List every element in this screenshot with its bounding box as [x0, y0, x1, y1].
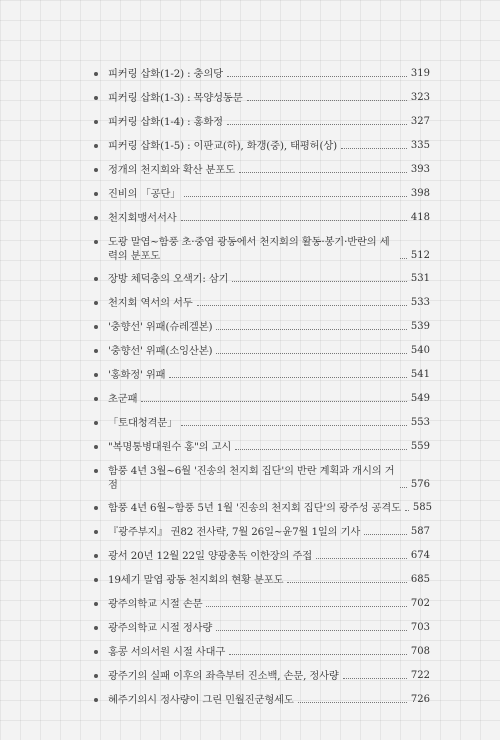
toc-entry[interactable] [94, 621, 430, 635]
toc-entry-title: 19세기 말엽 광동 천지회의 현황 분포도 [108, 574, 284, 586]
toc-entry[interactable] [94, 440, 430, 454]
toc-entry[interactable] [94, 368, 430, 382]
toc-entry-title: 피커링 삽화(1-2) : 충의당 [108, 68, 223, 80]
toc-entry-title: 광서 20년 12월 22일 양광총독 이한장의 주접 [108, 550, 313, 562]
toc-page-number: 702 [410, 598, 430, 609]
toc-entry[interactable] [94, 296, 430, 310]
bullet-icon [94, 120, 98, 124]
toc-entry-title: 함풍 4년 3월~6월 '진송의 천지회 집단'의 반란 계획과 개시의 거점 [108, 465, 395, 491]
toc-page-number: 685 [410, 574, 430, 585]
bullet-icon [94, 554, 98, 558]
bullet-icon [94, 469, 98, 473]
bullet-icon [94, 578, 98, 582]
toc-entry[interactable] [94, 501, 430, 515]
toc-entry-title: 피커링 삽화(1-4) : 홍화정 [108, 116, 223, 128]
bullet-icon [94, 373, 98, 377]
dot-leader [216, 329, 407, 330]
dot-leader [400, 258, 407, 259]
toc-entry-title: 정개의 천지회와 확산 분포도 [108, 164, 235, 176]
toc-page-number: 319 [410, 68, 430, 79]
toc-page-number: 398 [410, 188, 430, 199]
toc-entry[interactable] [94, 645, 430, 659]
dot-leader [141, 401, 407, 402]
toc-entry[interactable] [94, 597, 430, 611]
toc-entry-title: 『광주부지』 권82 전사략, 7월 26일~윤7월 1일의 기사 [108, 526, 361, 538]
bullet-icon [94, 72, 98, 76]
toc-entry-title: '충향선' 위패(슈레겔본) [108, 321, 213, 333]
dot-leader [232, 281, 406, 282]
toc-entry[interactable] [94, 91, 430, 105]
toc-page-number: 512 [410, 250, 430, 261]
bullet-icon [94, 216, 98, 220]
toc-entry-title: 진비의 「공단」 [108, 188, 181, 200]
toc-page-number: 703 [410, 622, 430, 633]
dot-leader [227, 124, 407, 125]
toc-page-number: 587 [410, 526, 430, 537]
toc-page-number: 540 [410, 345, 430, 356]
toc-entry-title: '홍화정' 위패 [108, 369, 166, 381]
toc-entry-title: 도광 말엽~함풍 초·중엽 광동에서 천지회의 활동·봉기·반란의 세력의 분포도 [108, 236, 390, 262]
toc-entry[interactable] [94, 669, 430, 683]
toc-page-number: 533 [410, 297, 430, 308]
dot-leader [316, 558, 407, 559]
toc-entry-title: '충향선' 위패(소잉산본) [108, 345, 213, 357]
toc-entry[interactable] [94, 573, 430, 587]
toc-page-number: 722 [410, 670, 430, 681]
toc-entry-title: 피커링 삽화(1-3) : 목양성동문 [108, 92, 243, 104]
bullet-icon [94, 168, 98, 172]
toc-entry[interactable] [94, 163, 430, 177]
toc-page-number: 674 [410, 550, 430, 561]
toc-entry-title: 광주의학교 시절 정사량 [108, 622, 213, 634]
toc-entry[interactable] [94, 693, 430, 707]
dot-leader [216, 630, 407, 631]
toc-entry-title: 함풍 4년 6월~함풍 5년 1월 '진송의 천지회 집단'의 광주성 공격도 [108, 502, 401, 514]
bullet-icon [94, 240, 98, 244]
dot-leader [239, 172, 407, 173]
dot-leader [287, 582, 407, 583]
toc-entry-title: 초군패 [108, 393, 138, 405]
dot-leader [400, 487, 407, 488]
bullet-icon [94, 602, 98, 606]
toc-entry[interactable] [94, 525, 430, 539]
toc-page-number: 585 [412, 502, 432, 513]
bullet-icon [94, 674, 98, 678]
dot-leader [184, 196, 407, 197]
dot-leader [229, 654, 407, 655]
dot-leader [235, 449, 407, 450]
dot-leader [197, 305, 407, 306]
toc-entry-title: 광주기의 실패 이후의 좌측부터 진소백, 손문, 정사량 [108, 670, 339, 682]
toc-page-number: 323 [410, 92, 430, 103]
toc-entry-title: 장방 체덕충의 오색기: 삼기 [108, 273, 229, 285]
toc-entry-title: 광주의학교 시절 손문 [108, 598, 203, 610]
dot-leader [227, 76, 407, 77]
dot-leader [247, 100, 407, 101]
dot-leader [343, 678, 407, 679]
bullet-icon [94, 96, 98, 100]
toc-entry-title: "복명통병대원수 홍"의 고시 [108, 441, 232, 453]
bullet-icon [94, 445, 98, 449]
toc-entry-title: 피커링 삽화(1-5) : 이판교(하), 화갱(중), 태평허(상) [108, 140, 337, 152]
toc-entry-title: 천지회맹서서사 [108, 212, 177, 224]
dot-leader [405, 510, 409, 511]
dot-leader [169, 377, 406, 378]
bullet-icon [94, 277, 98, 281]
bullet-icon [94, 698, 98, 702]
bullet-icon [94, 397, 98, 401]
toc-entry[interactable] [94, 272, 430, 286]
toc-entry[interactable] [94, 139, 430, 153]
toc-entry-title: 혜주기의시 정사량이 그린 민월진군형세도 [108, 694, 294, 706]
toc-entry[interactable] [94, 549, 430, 563]
bullet-icon [94, 626, 98, 630]
dot-leader [216, 353, 407, 354]
toc-entry[interactable] [94, 235, 430, 263]
toc-page-number: 576 [410, 479, 430, 490]
toc-page-number: 335 [410, 140, 430, 151]
dot-leader [181, 220, 407, 221]
toc-page-number: 539 [410, 321, 430, 332]
toc-entry[interactable] [94, 464, 430, 492]
bullet-icon [94, 530, 98, 534]
bullet-icon [94, 192, 98, 196]
bullet-icon [94, 421, 98, 425]
toc-page-number: 327 [410, 116, 430, 127]
toc-page-number: 708 [410, 646, 430, 657]
toc-entry[interactable] [94, 344, 430, 358]
toc-entry-title: 홍콩 서의서원 시절 사대구 [108, 646, 226, 658]
toc-page-number: 393 [410, 164, 430, 175]
toc-page-number: 531 [410, 273, 430, 284]
toc-entry-title: 「토대청격문」 [108, 417, 178, 429]
toc-entry[interactable] [94, 67, 430, 81]
dot-leader [341, 148, 407, 149]
toc-page-number: 549 [410, 393, 430, 404]
dot-leader [181, 425, 407, 426]
bullet-icon [94, 650, 98, 654]
bullet-icon [94, 301, 98, 305]
dot-leader [364, 534, 407, 535]
toc-entry[interactable] [94, 187, 430, 201]
dot-leader [298, 702, 407, 703]
toc-entry[interactable] [94, 211, 430, 225]
bullet-icon [94, 325, 98, 329]
table-of-contents [94, 67, 430, 717]
toc-page-number: 559 [410, 441, 430, 452]
toc-entry[interactable] [94, 392, 430, 406]
toc-entry[interactable] [94, 416, 430, 430]
toc-page-number: 418 [410, 212, 430, 223]
bullet-icon [94, 144, 98, 148]
toc-page-number: 553 [410, 417, 430, 428]
toc-entry[interactable] [94, 115, 430, 129]
bullet-icon [94, 349, 98, 353]
toc-entry-title: 천지회 역서의 서두 [108, 297, 193, 309]
bullet-icon [94, 506, 98, 510]
dot-leader [206, 606, 406, 607]
toc-page-number: 726 [410, 694, 430, 705]
toc-page-number: 541 [410, 369, 430, 380]
toc-entry[interactable] [94, 320, 430, 334]
